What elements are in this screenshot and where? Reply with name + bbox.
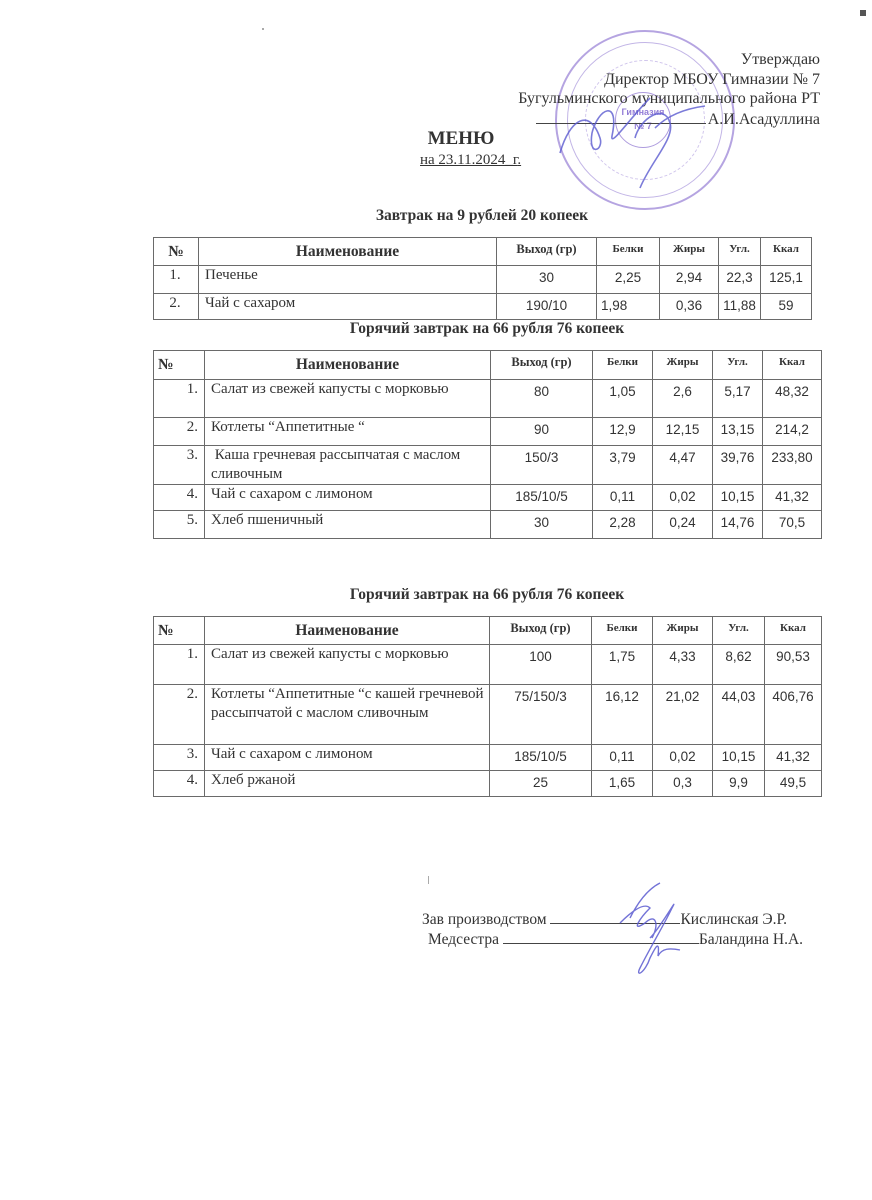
col-header-name: Наименование	[205, 351, 491, 380]
col-header-output: Выход (гр)	[497, 238, 597, 266]
row-carbs: 14,76	[713, 511, 763, 539]
person-production-manager: Кислинская Э.Р.	[680, 911, 788, 928]
col-header-name: Наименование	[199, 238, 497, 266]
col-header-no: №	[154, 238, 199, 266]
row-output: 185/10/5	[490, 745, 592, 771]
table-row	[154, 266, 812, 294]
table-row	[154, 485, 822, 511]
row-no: 2.	[154, 685, 205, 745]
row-kcal: 41,32	[765, 745, 822, 771]
col-header-protein: Белки	[592, 617, 653, 645]
role-nurse: Медсестра	[428, 931, 499, 948]
row-protein: 0,11	[593, 485, 653, 511]
table-row	[154, 685, 822, 745]
row-fat: 12,15	[653, 418, 713, 446]
table-header-row	[154, 238, 812, 266]
row-fat: 0,3	[653, 771, 713, 797]
approval-position: Директор МБОУ Гимназии № 7	[604, 70, 820, 88]
row-fat: 2,6	[653, 380, 713, 418]
row-carbs: 13,15	[713, 418, 763, 446]
row-protein: 1,65	[592, 771, 653, 797]
row-kcal: 59	[761, 294, 812, 320]
col-header-no: №	[154, 351, 205, 380]
footer-signature-icon	[590, 878, 710, 988]
stamp-center-text-1: Гимназия	[621, 107, 665, 117]
row-no: 4.	[154, 771, 205, 797]
row-name: Чай с сахаром	[199, 294, 497, 320]
col-header-protein: Белки	[593, 351, 653, 380]
menu-date-suffix: .	[517, 152, 522, 168]
col-header-kcal: Ккал	[761, 238, 812, 266]
section-title-hot-breakfast-1: Горячий завтрак на 66 рубля 76 копеек	[349, 320, 625, 337]
row-kcal: 214,2	[763, 418, 822, 446]
row-protein: 1,75	[592, 645, 653, 685]
row-no: 1.	[154, 266, 199, 294]
row-no: 1.	[154, 380, 205, 418]
row-carbs: 44,03	[713, 685, 765, 745]
row-protein: 2,25	[597, 266, 660, 294]
row-kcal: 49,5	[765, 771, 822, 797]
row-name: Хлеб пшеничный	[205, 511, 491, 539]
row-output: 100	[490, 645, 592, 685]
breakfast-table	[153, 237, 812, 320]
menu-date-text: на 23.11.2024_г	[420, 152, 518, 168]
row-output: 185/10/5	[491, 485, 593, 511]
row-fat: 2,94	[660, 266, 719, 294]
row-carbs: 10,15	[713, 745, 765, 771]
row-output: 190/10	[497, 294, 597, 320]
hot-breakfast-table-2	[153, 616, 822, 797]
col-header-fat: Жиры	[653, 351, 713, 380]
row-carbs: 8,62	[713, 645, 765, 685]
col-header-fat: Жиры	[660, 238, 719, 266]
section-title-breakfast: Завтрак на 9 рублей 20 копеек	[375, 207, 589, 224]
row-carbs: 9,9	[713, 771, 765, 797]
row-name: Чай с сахаром с лимоном	[205, 485, 491, 511]
row-no: 3.	[154, 446, 205, 485]
col-header-fat: Жиры	[653, 617, 713, 645]
row-protein: 2,28	[593, 511, 653, 539]
role-production-manager: Зав производством	[422, 911, 547, 928]
col-header-carbs: Угл.	[713, 617, 765, 645]
row-name: Салат из свежей капусты с морковью	[205, 380, 491, 418]
row-no: 1.	[154, 645, 205, 685]
row-name: Хлеб ржаной	[205, 771, 490, 797]
row-protein: 0,11	[592, 745, 653, 771]
row-no: 2.	[154, 294, 199, 320]
row-output: 75/150/3	[490, 685, 592, 745]
table-row	[154, 511, 822, 539]
col-header-output: Выход (гр)	[490, 617, 592, 645]
row-no: 3.	[154, 745, 205, 771]
row-protein: 3,79	[593, 446, 653, 485]
row-output: 80	[491, 380, 593, 418]
row-kcal: 233,80	[763, 446, 822, 485]
row-name: Каша гречневая рассыпчатая с маслом сливочным	[205, 446, 491, 485]
col-header-kcal: Ккал	[765, 617, 822, 645]
approval-organization: Бугульминского муниципального района РТ	[518, 90, 820, 107]
row-fat: 21,02	[653, 685, 713, 745]
row-no: 5.	[154, 511, 205, 539]
row-name: Салат из свежей капусты с морковью	[205, 645, 490, 685]
col-header-name: Наименование	[205, 617, 490, 645]
table-row	[154, 745, 822, 771]
row-fat: 0,02	[653, 745, 713, 771]
table-row	[154, 418, 822, 446]
table-row	[154, 446, 822, 485]
table-header-row	[154, 617, 822, 645]
row-protein: 1,05	[593, 380, 653, 418]
row-carbs: 5,17	[713, 380, 763, 418]
col-header-output: Выход (гр)	[491, 351, 593, 380]
row-carbs: 39,76	[713, 446, 763, 485]
row-name: Котлеты “Аппетитные “	[205, 418, 491, 446]
table-header-row	[154, 351, 822, 380]
scan-speck	[262, 28, 264, 30]
row-kcal: 70,5	[763, 511, 822, 539]
row-kcal: 125,1	[761, 266, 812, 294]
row-protein: 12,9	[593, 418, 653, 446]
col-header-kcal: Ккал	[763, 351, 822, 380]
row-output: 30	[491, 511, 593, 539]
menu-date	[420, 152, 521, 169]
table-row	[154, 294, 812, 320]
hot-breakfast-table-1	[153, 350, 822, 539]
row-kcal: 406,76	[765, 685, 822, 745]
row-name: Чай с сахаром с лимоном	[205, 745, 490, 771]
table-row	[154, 380, 822, 418]
approval-signer: А.И.Асадуллина	[707, 110, 820, 128]
approval-label: Утверждаю	[740, 51, 820, 68]
scan-speck	[860, 10, 866, 16]
stamp-center-text-2: № 7	[634, 121, 652, 131]
person-nurse: Баландина Н.А.	[698, 931, 804, 948]
row-carbs: 11,88	[719, 294, 761, 320]
row-name: Котлеты “Аппетитные “с кашей гречневой рассыпчатой с маслом сливочным	[205, 685, 490, 745]
row-output: 25	[490, 771, 592, 797]
row-no: 2.	[154, 418, 205, 446]
director-signature-icon	[540, 78, 720, 198]
row-no: 4.	[154, 485, 205, 511]
page-title: МЕНЮ	[427, 128, 495, 149]
row-carbs: 22,3	[719, 266, 761, 294]
row-carbs: 10,15	[713, 485, 763, 511]
row-output: 90	[491, 418, 593, 446]
row-kcal: 41,32	[763, 485, 822, 511]
row-protein: 1,98	[597, 294, 660, 320]
col-header-protein: Белки	[597, 238, 660, 266]
row-kcal: 90,53	[765, 645, 822, 685]
col-header-carbs: Угл.	[719, 238, 761, 266]
row-fat: 0,02	[653, 485, 713, 511]
section-title-hot-breakfast-2: Горячий завтрак на 66 рубля 76 копеек	[349, 586, 625, 603]
row-kcal: 48,32	[763, 380, 822, 418]
row-fat: 4,47	[653, 446, 713, 485]
table-row	[154, 771, 822, 797]
col-header-no: №	[154, 617, 205, 645]
table-row	[154, 645, 822, 685]
col-header-carbs: Угл.	[713, 351, 763, 380]
row-fat: 4,33	[653, 645, 713, 685]
row-output: 150/3	[491, 446, 593, 485]
row-name: Печенье	[199, 266, 497, 294]
row-output: 30	[497, 266, 597, 294]
row-fat: 0,36	[660, 294, 719, 320]
row-fat: 0,24	[653, 511, 713, 539]
scan-speck	[428, 876, 429, 884]
row-protein: 16,12	[592, 685, 653, 745]
